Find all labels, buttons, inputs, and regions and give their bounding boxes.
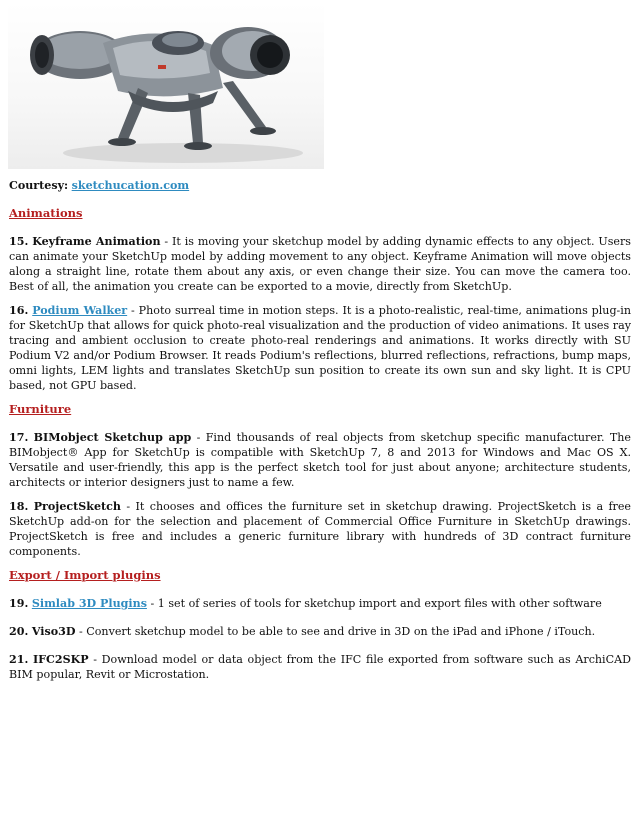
item-number: 15. — [9, 235, 29, 248]
section-heading-animations — [9, 206, 631, 221]
item-number: 16. — [9, 304, 29, 317]
item-title: ProjectSketch — [33, 500, 121, 513]
spaceship-illustration — [8, 3, 324, 169]
document-content — [9, 178, 631, 682]
item-title: Viso3D — [31, 625, 76, 638]
courtesy-link[interactable]: sketchucation.com — [71, 179, 190, 192]
item-title: BIMobject Sketchup app — [33, 431, 192, 444]
item-title: Keyframe Animation — [32, 235, 161, 248]
item-20 — [9, 624, 631, 639]
item-title-link[interactable]: Simlab 3D Plugins — [31, 597, 147, 610]
courtesy-line — [9, 178, 631, 193]
item-text: - Photo surreal time in motion steps. It is a photo-realistic, real-time, animations plug-in for SketchUp that allows for quick photo-real visualization and the production of video animations. It uses ray tracing and ambient occlusion to create photo-real renderings and animations. It works directly with SU Podium V2 and/or Podium Browser. It reads Podium's reflections, blurred reflections, refractions, bump maps, omni lights, LEM lights and translates SketchUp sun position to create its own sun and sky light. It is CPU based, not GPU based. — [9, 304, 631, 392]
section-title: Furniture — [9, 402, 72, 416]
item-19 — [9, 596, 631, 611]
item-title-link[interactable]: Podium Walker — [32, 304, 128, 317]
item-text: - It chooses and offices the furniture set in sketchup drawing. ProjectSketch is a free SketchUp add-on for the selection and placement of Commercial Office Furniture in SketchUp drawings. ProjectSketch is free and includes a generic furniture library with hundreds of 3D contract furniture components. — [9, 500, 631, 558]
item-17 — [9, 430, 631, 490]
item-text: - 1 set of series of tools for sketchup import and export files with other software — [146, 597, 602, 610]
item-16 — [9, 303, 631, 393]
item-18 — [9, 499, 631, 559]
item-number: 17. — [9, 431, 29, 444]
item-text: - Convert sketchup model to be able to see and drive in 3D on the iPad and iPhone / iTouch. — [75, 625, 596, 638]
item-number: 21. — [9, 653, 29, 666]
item-text: - Download model or data object from the IFC file exported from software such as ArchiCAD BIM popular, Revit or Microstation. — [9, 653, 631, 681]
section-heading-export — [9, 568, 631, 583]
section-heading-furniture — [9, 402, 631, 417]
item-number: 20. — [9, 625, 29, 638]
item-number: 19. — [9, 597, 29, 610]
item-21 — [9, 652, 631, 682]
item-number: 18. — [9, 500, 29, 513]
item-text: - It is moving your sketchup model by adding dynamic effects to any object. Users can animate your SketchUp model by adding movement to any object. Keyframe Animation will move objects along a straight line, rotate them about any axis, or even change their size. You can move the camera too. Best of all, the animation you create can be exported to a movie, directly from SketchUp. — [9, 235, 631, 293]
item-15 — [9, 234, 631, 294]
item-text: - Find thousands of real objects from sketchup specific manufacturer. The BIMobject® App for SketchUp is compatible with SketchUp 7, 8 and 2013 for Windows and Mac OS X. Versatile and user-friendly, this app is the perfect sketch tool for just about anyone; architecture students, architects or interior designers just to name a few. — [9, 431, 631, 489]
section-title: Animations — [9, 206, 83, 220]
courtesy-label: Courtesy: — [9, 179, 69, 192]
item-title: IFC2SKP — [32, 653, 89, 666]
section-title: Export / Import plugins — [9, 568, 161, 582]
spaceship-image — [8, 3, 324, 169]
